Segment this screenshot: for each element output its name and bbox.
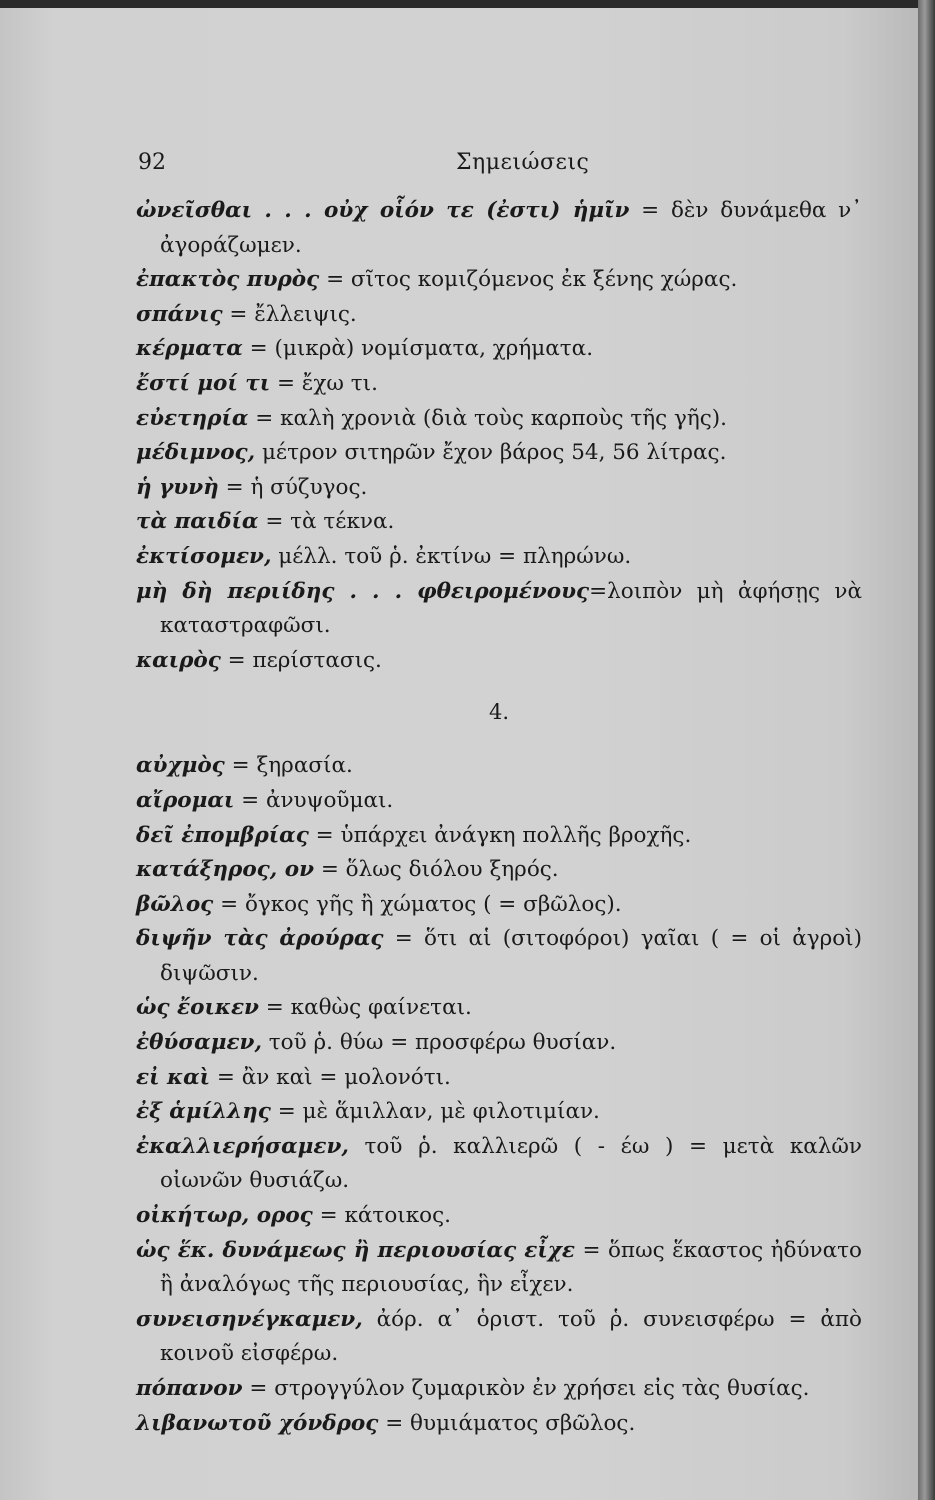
glossary-gloss: = τὰ τέκνα. [258, 509, 395, 535]
glossary-term: τὰ παιδία [136, 509, 259, 535]
glossary-gloss: = καθὼς φαίνεται. [258, 995, 472, 1021]
glossary-entry [136, 540, 862, 575]
glossary-gloss: = περίστασις. [220, 647, 382, 673]
book-page [0, 8, 918, 1500]
glossary-term: οἰκήτωρ, ορος [136, 1203, 313, 1229]
glossary-entry [136, 1130, 862, 1199]
page-edge-shadow [918, 0, 935, 1500]
glossary-entry [136, 1026, 862, 1061]
notes-content [136, 194, 862, 1441]
glossary-gloss: = στρογγύλον ζυμαρικὸν ἐν χρήσει εἰς τὰς θυσίας. [242, 1376, 810, 1401]
glossary-gloss: =λοιπὸν μὴ ἀφήσῃς νὰ καταστραφῶσι. [160, 578, 862, 639]
glossary-section-4 [136, 749, 862, 1441]
glossary-entry [136, 1095, 862, 1130]
glossary-term: διψῆν τὰς ἀρούρας [136, 926, 384, 952]
glossary-entry [136, 402, 862, 437]
glossary-gloss: = ἂν καὶ = μολονότι. [210, 1064, 451, 1090]
glossary-entry [136, 505, 862, 540]
glossary-gloss: = ὅπως ἕκαστος ἠδύνατο ἢ ἀναλόγως τῆς περιουσίας, ἣν εἶχεν. [160, 1237, 862, 1298]
glossary-entry [136, 1061, 862, 1096]
glossary-entry [136, 1303, 862, 1372]
glossary-gloss: = ἔχω τι. [270, 370, 378, 396]
glossary-entry [136, 991, 862, 1026]
glossary-entry [136, 1407, 862, 1442]
glossary-term: αὐχμὸς [136, 753, 225, 779]
glossary-entry [136, 332, 862, 367]
glossary-term: κέρματα [136, 336, 243, 362]
glossary-term: πόπανον [136, 1376, 243, 1401]
glossary-term: ἐκτίσομεν, [136, 543, 272, 569]
glossary-gloss: = ὅτι αἱ (σιτοφόροι) γαῖαι ( = οἱ ἀγροὶ) διψῶσιν. [160, 926, 862, 986]
glossary-entry [136, 1372, 862, 1407]
glossary-gloss: ἀόρ. α᾽ ὁριστ. τοῦ ῥ. συνεισφέρω = ἀπὸ κοινοῦ εἰσφέρω. [160, 1306, 862, 1367]
glossary-term: ὡς ἔοικεν [136, 995, 259, 1021]
glossary-term: ὠνεῖσθαι . . . οὐχ οἷόν τε (ἐστι) ἡμῖν [136, 198, 630, 223]
glossary-term: ἐκαλλιερήσαμεν, [136, 1133, 349, 1159]
glossary-gloss: μέτρον σιτηρῶν ἔχον βάρος 54, 56 λίτρας. [255, 440, 727, 466]
glossary-term: ἡ γυνὴ [136, 474, 219, 500]
glossary-term: σπάνις [136, 301, 223, 327]
glossary-term: εἰ καὶ [136, 1064, 211, 1090]
glossary-entry [136, 298, 862, 333]
glossary-gloss: = ὑπάρχει ἀνάγκη πολλῆς βροχῆς. [308, 822, 692, 848]
running-title: Σημειώσεις [456, 150, 590, 175]
glossary-term: ἐθύσαμεν, [136, 1030, 262, 1056]
glossary-gloss: τοῦ ῥ. θύω = προσφέρω θυσίαν. [261, 1030, 617, 1056]
glossary-entry [136, 436, 862, 471]
page-header [138, 150, 860, 184]
glossary-term: καιρὸς [136, 647, 221, 673]
glossary-entry [136, 784, 862, 819]
glossary-entry [136, 575, 862, 644]
section-number: 4. [488, 700, 510, 725]
glossary-gloss: = ὄγκος γῆς ἢ χώματος ( = σβῶλος). [213, 891, 622, 917]
glossary-gloss: = ἡ σύζυγος. [218, 474, 368, 500]
glossary-entry [136, 922, 862, 991]
glossary-term: αἴρομαι [136, 787, 235, 813]
glossary-entry [136, 888, 862, 923]
glossary-section-3 [136, 194, 862, 678]
glossary-term: κατάξηρος, ον [136, 857, 314, 883]
glossary-term: συνεισηνέγκαμεν, [136, 1306, 363, 1332]
glossary-gloss: μέλλ. τοῦ ῥ. ἐκτίνω = πληρώνω. [271, 543, 632, 569]
glossary-term: μὴ δὴ περιίδης . . . φθειρομένους [136, 578, 590, 604]
glossary-gloss: = μὲ ἅμιλλαν, μὲ φιλοτιμίαν. [270, 1099, 600, 1125]
glossary-term: ἐπακτὸς πυρὸς [136, 267, 320, 293]
glossary-term: ἐξ ἁμίλλης [136, 1099, 271, 1125]
glossary-term: ὡς ἕκ. δυνάμεως ἢ περιουσίας εἶχε [136, 1237, 575, 1263]
glossary-gloss: = σῖτος κομιζόμενος ἐκ ξένης χώρας. [319, 267, 738, 293]
glossary-entry [136, 194, 862, 263]
glossary-entry [136, 1234, 862, 1303]
glossary-term: βῶλος [136, 891, 214, 917]
glossary-gloss: = ἀνυψοῦμαι. [234, 787, 394, 813]
glossary-entry [136, 367, 862, 402]
glossary-entry [136, 819, 862, 854]
glossary-term: ἔστί μοί τι [136, 370, 271, 396]
glossary-gloss: = κάτοικος. [312, 1203, 451, 1229]
glossary-entry [136, 749, 862, 784]
glossary-entry [136, 471, 862, 506]
glossary-entry [136, 1199, 862, 1234]
glossary-gloss: = θυμιάματος σβῶλος. [378, 1410, 636, 1436]
glossary-entry [136, 263, 862, 298]
glossary-gloss: τοῦ ῥ. καλλιερῶ ( - έω ) = μετὰ καλῶν οἰωνῶν θυσιάζω. [160, 1133, 862, 1194]
page-number: 92 [138, 150, 166, 175]
glossary-term: λιβανωτοῦ χόνδρος [136, 1410, 379, 1436]
glossary-gloss: = ξηρασία. [224, 753, 353, 779]
glossary-gloss: = (μικρὰ) νομίσματα, χρήματα. [242, 336, 594, 362]
glossary-entry [136, 853, 862, 888]
glossary-gloss: = ἔλλειψις. [222, 301, 357, 327]
glossary-term: εὐετηρία [136, 405, 249, 431]
glossary-term: μέδιμνος, [136, 440, 256, 466]
glossary-gloss: = καλὴ χρονιὰ (διὰ τοὺς καρποὺς τῆς γῆς). [248, 405, 728, 431]
glossary-entry [136, 644, 862, 679]
glossary-term: δεῖ ἐπομβρίας [136, 822, 309, 848]
glossary-gloss: = ὅλως διόλου ξηρός. [314, 857, 559, 883]
glossary-gloss: = δὲν δυνάμεθα ν᾽ ἀγοράζωμεν. [160, 198, 862, 258]
